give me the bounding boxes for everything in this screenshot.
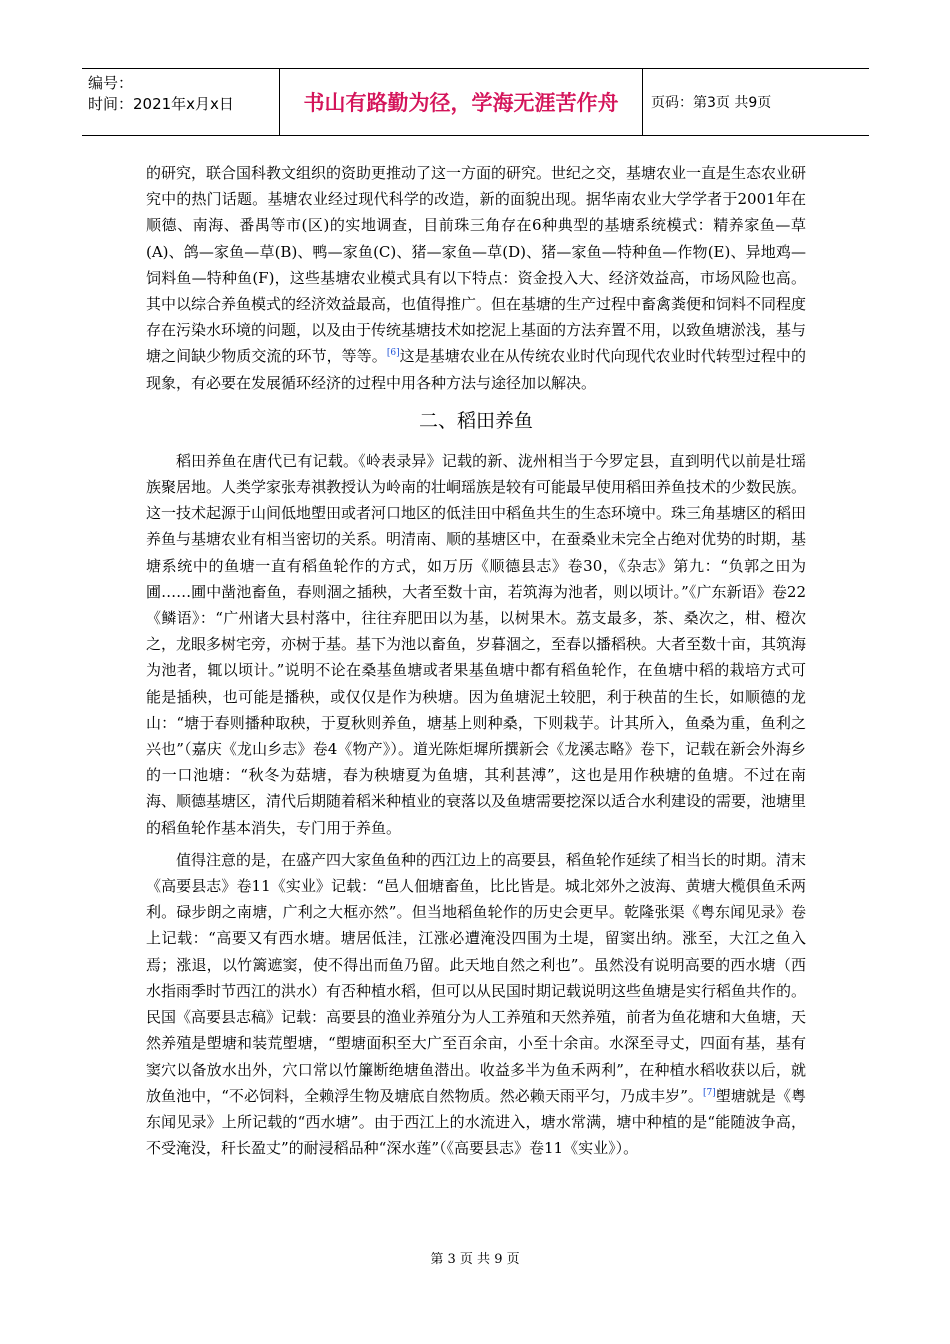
header-motto: 书山有路勤为径，学海无涯苦作舟 bbox=[280, 69, 643, 135]
paragraph-1 bbox=[146, 160, 806, 396]
reference-6-link[interactable]: [6] bbox=[386, 348, 400, 359]
paragraph-3-text: 值得注意的是，在盛产四大家鱼鱼种的西江边上的高要县，稻鱼轮作延续了相当长的时期。清末《高要县志》卷11《实业》记载：“邑人佃塘畜鱼，比比皆是。城北郊外之波海、黄塘大榄俱鱼禾两利。碌步朗之南塘，广利之大框亦然”。但当地稻鱼轮作的历史会更早。乾隆张渠《粤东闻见录》卷上记载：“高要又有西水塘。塘居低洼，江涨必遭淹没四围为土堤，留窦出纳。涨至，大江之鱼入焉；涨退，以竹篱遮窦，使不得出而鱼乃留。此天地自然之利也”。虽然没有说明高要的西水塘（西水指雨季时节西江的洪水）有否种植水稻，但可以从民国时期记载说明这些鱼塘是实行稻鱼共作的。民国《高要县志稿》记载：高要县的渔业养殖分为人工养殖和天然养殖，前者为鱼花塘和大鱼塘，天然养殖是塱塘和装荒塱塘，“塱塘面积至大广至百余亩，小至十余亩。水深至寻丈，四面有基，基有窦穴以备放水出外，穴口常以竹簾断绝塘鱼潜出。收益多半为鱼禾两利”，在种植水稻收获以后，就放鱼池中，“不必饲料，全赖浮生物及塘底自然物质。然必赖天雨平匀，乃成丰岁”。 bbox=[146, 850, 807, 1105]
paragraph-3 bbox=[146, 847, 806, 1161]
document-body bbox=[146, 160, 806, 1161]
paragraph-1-text: 的研究，联合国科教文组织的资助更推动了这一方面的研究。世纪之交，基塘农业一直是生态农业研究中的热门话题。基塘农业经过现代科学的改造，新的面貌出现。据华南农业大学学者于2001年在顺德、南海、番禺等市(区)的实地调查，目前珠三角存在6种典型的基塘系统模式：精养家鱼—草(A)、鸽—家鱼—草(B)、鸭—家鱼(C)、猪—家鱼—草(D)、猪—家鱼—特种鱼—作物(E)、异地鸡—饲料鱼—特种鱼(F)，这些基塘农业模式具有以下特点：资金投入大、经济效益高，市场风险也高。其中以综合养鱼模式的经济效益最高，也值得推广。但在基塘的生产过程中畜禽粪便和饲料不同程度存在污染水环境的问题，以及由于传统基塘技术如挖泥上基面的方法弃置不用，以致鱼塘淤浅，基与塘之间缺少物质交流的环节，等等。 bbox=[146, 164, 807, 366]
header-page-info: 页码：第3页 共9页 bbox=[651, 95, 772, 111]
section-title: 二、稻田养鱼 bbox=[418, 409, 533, 432]
page-header bbox=[82, 68, 869, 136]
time-label: 时间：2021年x月x日 bbox=[88, 95, 234, 113]
header-meta bbox=[82, 69, 280, 135]
page-footer: 第 3 页 共 9 页 bbox=[430, 1252, 520, 1267]
paragraph-3-tail: 塱塘就是《粤东闻见录》上所记载的“西水塘”。由于西江上的水流进入，塘水常满，塘中种植的是“能随波争高，不受淹没，秆长盈丈”的耐浸稻品种“深水莲”（《高要县志》卷11《实业》）。 bbox=[146, 1086, 806, 1158]
paragraph-2: 稻田养鱼在唐代已有记载。《岭表录异》记载的新、泷州相当于今罗定县，直到明代以前是壮瑶族聚居地。人类学家张寿祺教授认为岭南的壮峒瑶族是较有可能最早使用稻田养鱼技术的少数民族。这一技术起源于山间低地塱田或者河口地区的低洼田中稻鱼共生的生态环境中。珠三角基塘区的稻田养鱼与基塘农业有相当密切的关系。明清南、顺的基塘区中，在蚕桑业未完全占绝对优势的时期，基塘系统中的鱼塘一直有稻鱼轮作的方式，如万历《顺德县志》卷30，《杂志》第九：“负郭之田为圃……圃中凿池畜鱼，春则涸之插秧，大者至数十亩，若筑海为池者，则以顷计。”《广东新语》卷22《鳞语》：“广州诸大县村落中，往往弃肥田以为基，以树果木。荔支最多，茶、桑次之，柑、橙次之，龙眼多树宅旁，亦树于基。基下为池以畜鱼，岁暮涸之，至春以播稻秧。大者至数十亩，其筑海为池者，辄以顷计。”说明不论在桑基鱼塘或者果基鱼塘中都有稻鱼轮作，在鱼塘中稻的栽培方式可能是插秧，也可能是播秧，或仅仅是作为秧塘。因为鱼塘泥土较肥，利于秧苗的生长，如顺德的龙山：“塘于春则播种取秧，于夏秋则养鱼，塘基上则种桑，下则栽芋。计其所入，鱼桑为重，鱼利之兴也”（嘉庆《龙山乡志》卷4《物产》）。道光陈炬墀所撰新会《龙溪志略》卷下，记载在新会外海乡的一口池塘：“秋冬为菇塘，春为秧塘夏为鱼塘，其利甚溥”，这也是用作秧塘的鱼塘。不过在南海、顺德基塘区，清代后期随着稻米种植业的衰落以及鱼塘需要挖深以适合水利建设的需要，池塘里的稻鱼轮作基本消失，专门用于养鱼。 bbox=[146, 451, 807, 837]
serial-label: 编号： bbox=[88, 74, 134, 92]
reference-7-link[interactable]: [7] bbox=[702, 1087, 716, 1098]
paragraph-1-tail: 这是基塘农业在从传统农业时代向现代农业时代转型过程中的现象，有必要在发展循环经济的过程中用各种方法与途径加以解决。 bbox=[146, 347, 806, 392]
